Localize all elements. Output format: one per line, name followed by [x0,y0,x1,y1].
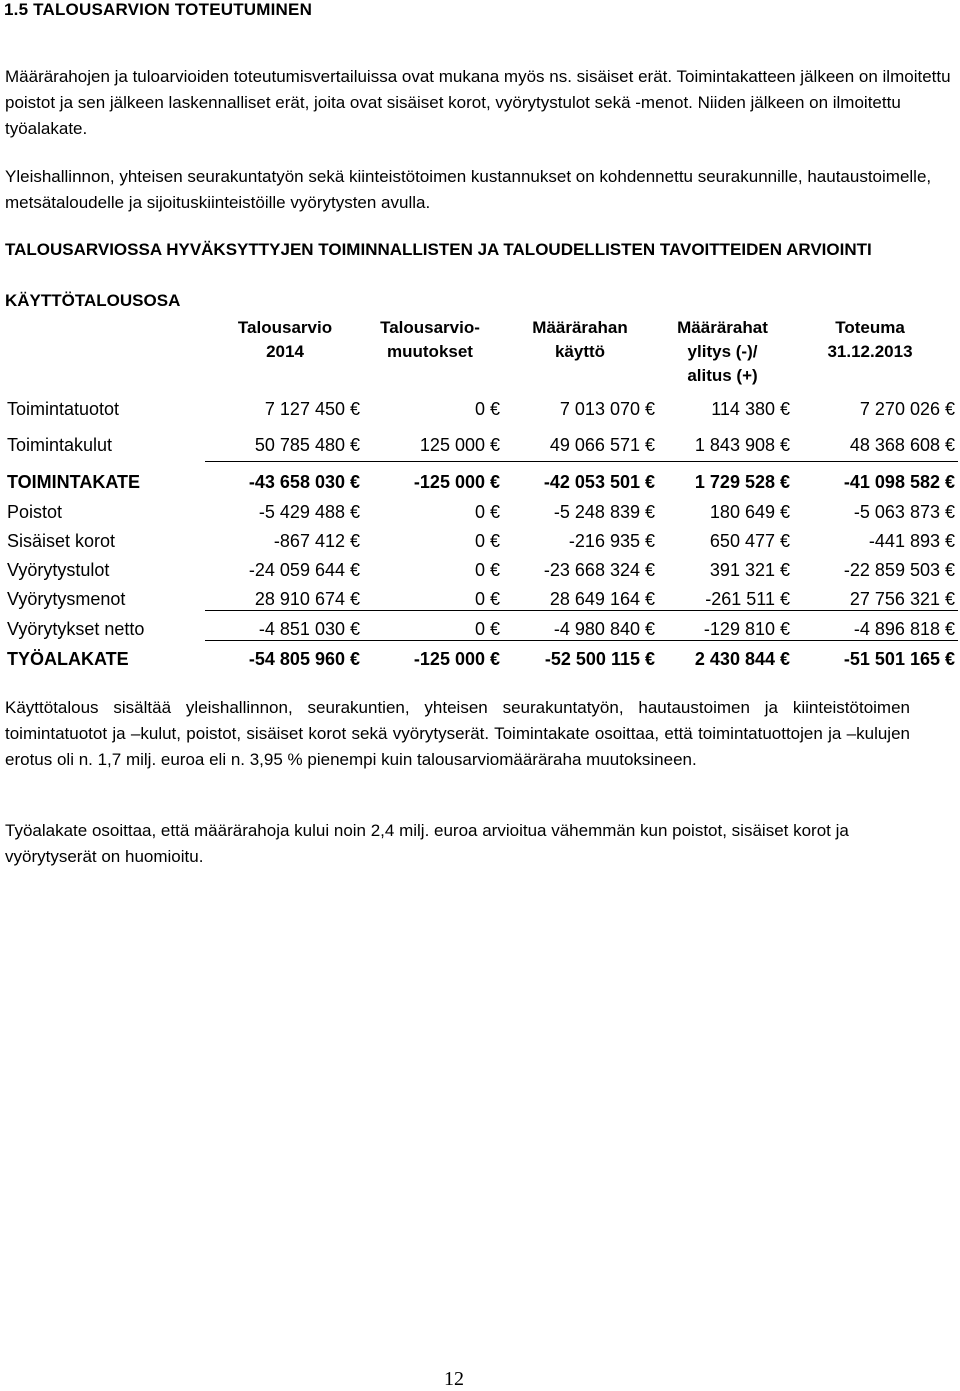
section-title: 1.5 TALOUSARVION TOTEUTUMINEN [4,0,313,19]
row-divider [205,610,958,611]
row-label: Poistot [7,502,63,522]
row-label: Toimintatuotot [7,399,120,419]
summary-paragraph-2: Työalakate osoittaa, että määrärahoja kului noin 2,4 milj. euroa arvioitua vähemmän kun poistot, sisäiset korot ja vyörytyserät on huomioitu. [5,821,849,866]
row-label: Vyörytysmenot [7,589,126,609]
table-row: TOIMINTAKATE -43 658 030 € -125 000 € -42 053 501 € 1 729 528 € -41 098 582 € [7,472,955,492]
table-row: Toimintakulut 50 785 480 € 125 000 € 49 066 571 € 1 843 908 € 48 368 608 € [7,435,955,455]
row-divider [205,461,958,462]
intro-paragraph-2: Yleishallinnon, yhteisen seurakuntatyön sekä kiinteistötoimen kustannukset on kohdennettu seurakunnille, hautaustoimelle, metsätaloudelle ja sijoituskiinteistöille vyörytysten avulla. [5,167,932,212]
column-header-appropriation-use: Määrärahan käyttö [532,318,628,361]
row-label: TOIMINTAKATE [7,472,140,492]
table-row: Vyörytystulot -24 059 644 € 0 € -23 668 324 € 391 321 € -22 859 503 € [7,560,955,580]
column-header-budget: Talousarvio 2014 [237,318,333,361]
row-label: Vyörytykset netto [7,619,145,639]
table-row: Vyörytysmenot 28 910 674 € 0 € 28 649 164 € -261 511 € 27 756 321 € [7,589,955,609]
table-row: Poistot -5 429 488 € 0 € -5 248 839 € 180 649 € -5 063 873 € [7,502,955,522]
row-label: Vyörytystulot [7,560,110,580]
table-heading: TALOUSARVIOSSA HYVÄKSYTTYJEN TOIMINNALLISTEN JA TALOUDELLISTEN TAVOITTEIDEN ARVIOINTI [5,240,872,259]
row-label: TYÖALAKATE [7,649,129,669]
row-label: Toimintakulut [7,435,113,455]
row-label: Sisäiset korot [7,531,116,551]
table-subheading: KÄYTTÖTALOUSOSA [5,291,181,310]
intro-paragraph-1: Määrärahojen ja tuloarvioiden toteutumisvertailuissa ovat mukana myös ns. sisäiset erät. Toimintakatteen jälkeen on ilmoitettu poistot ja sen jälkeen laskennalliset erät, joita ovat sisäiset korot, vyörytystulot sekä -menot. Niiden jälkeen on ilmoitettu työalakate. [5,67,951,138]
column-header-actual: Toteuma 31.12.2013 [827,318,913,361]
summary-paragraph-1: Käyttötalous sisältää yleishallinnon, seurakuntien, yhteisen seurakuntatyön, hautaustoimen ja kiinteistötoimen toimintatuotot ja –kulut, poistot, sisäiset korot sekä vyörytyserät. Toimintakate osoittaa, että toimintatuottojen ja –kulujen erotus oli n. 1,7 milj. euroa eli n. 3,95 % pienempi kuin talousarviomääräraha muutoksineen. [5,698,910,769]
table-row: Toimintatuotot 7 127 450 € 0 € 7 013 070 € 114 380 € 7 270 026 € [7,399,955,419]
table-row: Vyörytykset netto -4 851 030 € 0 € -4 980 840 € -129 810 € -4 896 818 € [7,619,955,639]
column-header-budget-changes: Talousarvio- muutokset [380,318,480,361]
column-header-over-under: Määrärahat ylitys (-)/ alitus (+) [677,318,768,385]
table-row: Sisäiset korot -867 412 € 0 € -216 935 € 650 477 € -441 893 € [7,531,955,551]
row-divider [205,640,958,641]
table-row: TYÖALAKATE -54 805 960 € -125 000 € -52 500 115 € 2 430 844 € -51 501 165 € [7,649,955,669]
page-number: 12 [444,1368,464,1390]
